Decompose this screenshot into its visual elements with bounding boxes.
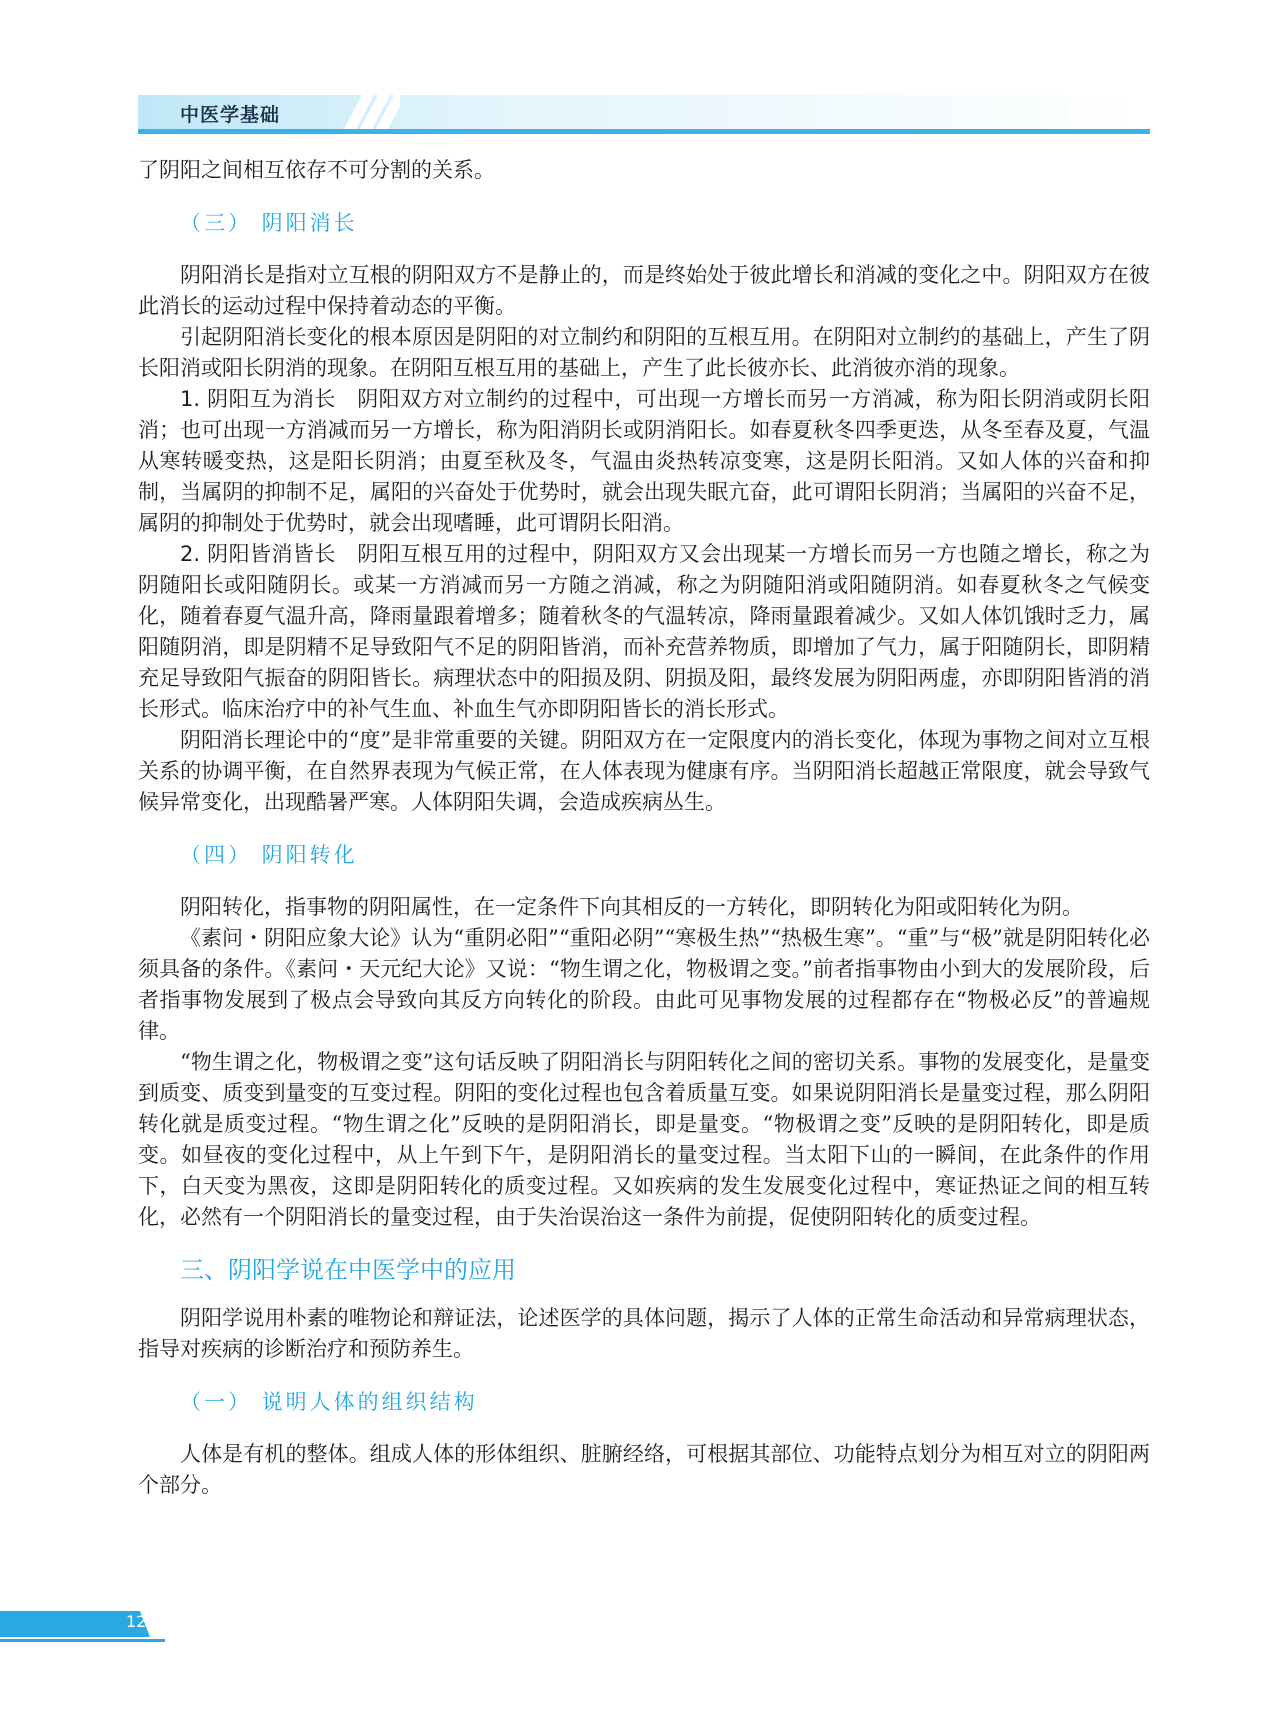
page-number: 12 xyxy=(126,1612,147,1631)
paragraph: 了阴阳之间相互依存不可分割的关系。 xyxy=(138,158,495,182)
item-label: 1. 阴阳互为消长 xyxy=(180,387,336,411)
paragraph: 《素问・阴阳应象大论》认为“重阴必阳”“重阳必阴”“寒极生热”“热极生寒”。“重”与“极”就是阴阳转化必须具备的条件。《素问・天元纪大论》又说：“物生谓之化，物极谓之变。”前者指事物由小到大的发展阶段，后者指事物发展到了极点会导致向其反方向转化的阶段。由此可见事物发展的过程都存在“物极必反”的普遍规律。 xyxy=(138,926,1150,1043)
paragraph: 引起阴阳消长变化的根本原因是阴阳的对立制约和阴阳的互根互用。在阴阳对立制约的基础上，产生了阴长阳消或阳长阴消的现象。在阴阳互根互用的基础上，产生了此长彼亦长、此消彼亦消的现象。 xyxy=(138,325,1150,380)
item-label: 2. 阴阳皆消皆长 xyxy=(180,542,336,566)
paragraph: 阴阳消长理论中的“度”是非常重要的关键。阴阳双方在一定限度内的消长变化，体现为事物之间对立互根关系的协调平衡，在自然界表现为气候正常，在人体表现为健康有序。当阴阳消长超越正常限度，就会导致气候异常变化，出现酷暑严寒。人体阴阳失调，会造成疾病丛生。 xyxy=(138,728,1150,814)
page-body xyxy=(138,155,1150,1501)
section-heading-3: 三、阴阳学说在中医学中的应用 xyxy=(180,1256,516,1284)
book-title: 中医学基础 xyxy=(180,104,281,126)
subsection-heading-1: （一） 说明人体的组织结构 xyxy=(180,1390,478,1414)
paragraph: 人体是有机的整体。组成人体的形体组织、脏腑经络，可根据其部位、功能特点划分为相互对立的阴阳两个部分。 xyxy=(138,1442,1150,1497)
header-rule xyxy=(138,129,1150,134)
header-band xyxy=(138,95,1150,129)
paragraph: “物生谓之化，物极谓之变”这句话反映了阴阳消长与阴阳转化之间的密切关系。事物的发展变化，是量变到质变、质变到量变的互变过程。阴阳的变化过程也包含着质量互变。如果说阴阳消长是量变过程，那么阴阳转化就是质变过程。“物生谓之化”反映的是阴阳消长，即是量变。“物极谓之变”反映的是阴阳转化，即是质变。如昼夜的变化过程中，从上午到下午，是阴阳消长的量变过程。当太阳下山的一瞬间，在此条件的作用下，白天变为黑夜，这即是阴阳转化的质变过程。又如疾病的发生发展变化过程中，寒证热证之间的相互转化，必然有一个阴阳消长的量变过程，由于失治误治这一条件为前提，促使阴阳转化的质变过程。 xyxy=(138,1050,1150,1229)
item-text: 阴阳双方对立制约的过程中，可出现一方增长而另一方消减，称为阳长阴消或阴长阳消；也可出现一方消减而另一方增长，称为阳消阴长或阴消阳长。如春夏秋冬四季更迭，从冬至春及夏，气温从寒转暖变热，这是阳长阴消；由夏至秋及冬，气温由炎热转凉变寒，这是阴长阳消。又如人体的兴奋和抑制，当属阴的抑制不足，属阳的兴奋处于优势时，就会出现失眠亢奋，此可谓阳长阴消；当属阳的兴奋不足，属阴的抑制处于优势时，就会出现嗜睡，此可谓阴长阳消。 xyxy=(138,387,1151,535)
paragraph: 阴阳消长是指对立互根的阴阳双方不是静止的，而是终始处于彼此增长和消减的变化之中。阴阳双方在彼此消长的运动过程中保持着动态的平衡。 xyxy=(138,263,1150,318)
footer-line xyxy=(0,1639,165,1642)
item-text: 阴阳互根互用的过程中，阴阳双方又会出现某一方增长而另一方也随之增长，称之为阴随阳长或阳随阴长。或某一方消减而另一方随之消减，称之为阴随阳消或阳随阴消。如春夏秋冬之气候变化，随着春夏气温升高，降雨量跟着增多；随着秋冬的气温转凉，降雨量跟着减少。又如人体饥饿时乏力，属阳随阴消，即是阴精不足导致阳气不足的阴阳皆消，而补充营养物质，即增加了气力，属于阳随阴长，即阴精充足导致阳气振奋的阴阳皆长。病理状态中的阳损及阴、阴损及阳，最终发展为阴阳两虚，亦即阴阳皆消的消长形式。临床治疗中的补气生血、补血生气亦即阴阳皆长的消长形式。 xyxy=(138,542,1151,721)
paragraph: 阴阳学说用朴素的唯物论和辩证法，论述医学的具体问题，揭示了人体的正常生命活动和异常病理状态，指导对疾病的诊断治疗和预防养生。 xyxy=(138,1306,1150,1361)
header-stripes-decoration xyxy=(330,95,400,129)
paragraph xyxy=(138,384,1150,539)
paragraph xyxy=(138,539,1150,725)
paragraph: 阴阳转化，指事物的阴阳属性，在一定条件下向其相反的一方转化，即阴转化为阳或阳转化为阴。 xyxy=(180,895,1083,919)
subsection-heading-4: （四） 阴阳转化 xyxy=(180,843,358,867)
subsection-heading-3: （三） 阴阳消长 xyxy=(180,211,358,235)
